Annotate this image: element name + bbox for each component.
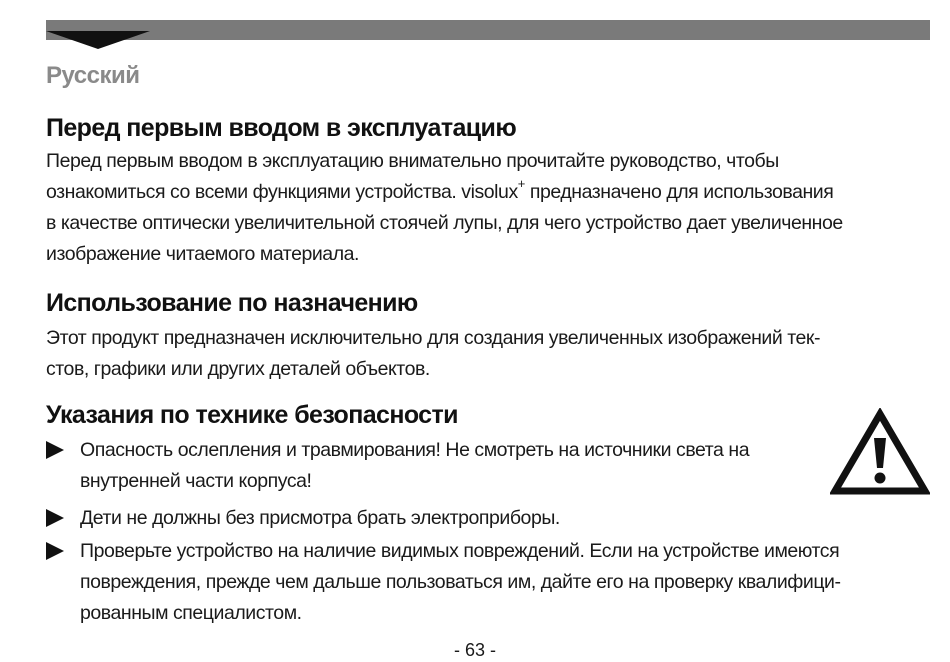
paragraph-line: стов, графики или других деталей объектов. (46, 358, 430, 380)
safety-bullet-item (46, 503, 560, 534)
language-label: Русский (46, 62, 140, 89)
paragraph-line: изображение читаемого материала. (46, 243, 359, 265)
triangle-bullet-icon (46, 441, 64, 459)
header-bar (46, 20, 930, 40)
header-tab-marker-icon (46, 31, 150, 49)
warning-triangle-icon (830, 408, 930, 496)
triangle-bullet-icon (46, 542, 64, 560)
triangle-bullet-icon (46, 509, 64, 527)
bullet-line: Дети не должны без присмотра брать электроприборы. (80, 507, 560, 529)
section-heading-before-first-use: Перед первым вводом в эксплуатацию (46, 114, 517, 142)
section-heading-intended-use: Использование по назначению (46, 289, 418, 317)
bullet-line: Проверьте устройство на наличие видимых повреждений. Если на устройстве имеются (80, 540, 840, 562)
safety-bullet-item (46, 536, 841, 629)
product-superscript: + (517, 176, 525, 191)
paragraph-line: Перед первым вводом в эксплуатацию внимательно прочитайте руководство, чтобы (46, 150, 779, 172)
page-number: - 63 - (453, 640, 496, 660)
section-body-before-first-use (46, 146, 930, 270)
paragraph-line: в качестве оптически увеличительной стоячей лупы, для чего устройство дает увеличенное (46, 212, 843, 234)
paragraph-text: предназначено для использования (524, 181, 834, 203)
section-body-intended-use (46, 323, 930, 385)
bullet-line: Опасность ослепления и травмирования! Не смотреть на источники света на (80, 439, 750, 461)
paragraph-line: Этот продукт предназначен исключительно для создания увеличенных изображений тек- (46, 327, 821, 349)
section-heading-safety: Указания по технике безопасности (46, 401, 458, 429)
safety-bullet-item (46, 435, 749, 497)
paragraph-line (46, 177, 930, 208)
bullet-line: внутренней части корпуса! (80, 470, 312, 492)
paragraph-text: ознакомиться со всеми функциями устройства. visolux (46, 181, 518, 203)
bullet-line: повреждения, прежде чем дальше пользоваться им, дайте его на проверку квалифици- (80, 571, 841, 593)
bullet-line: рованным специалистом. (80, 602, 302, 624)
